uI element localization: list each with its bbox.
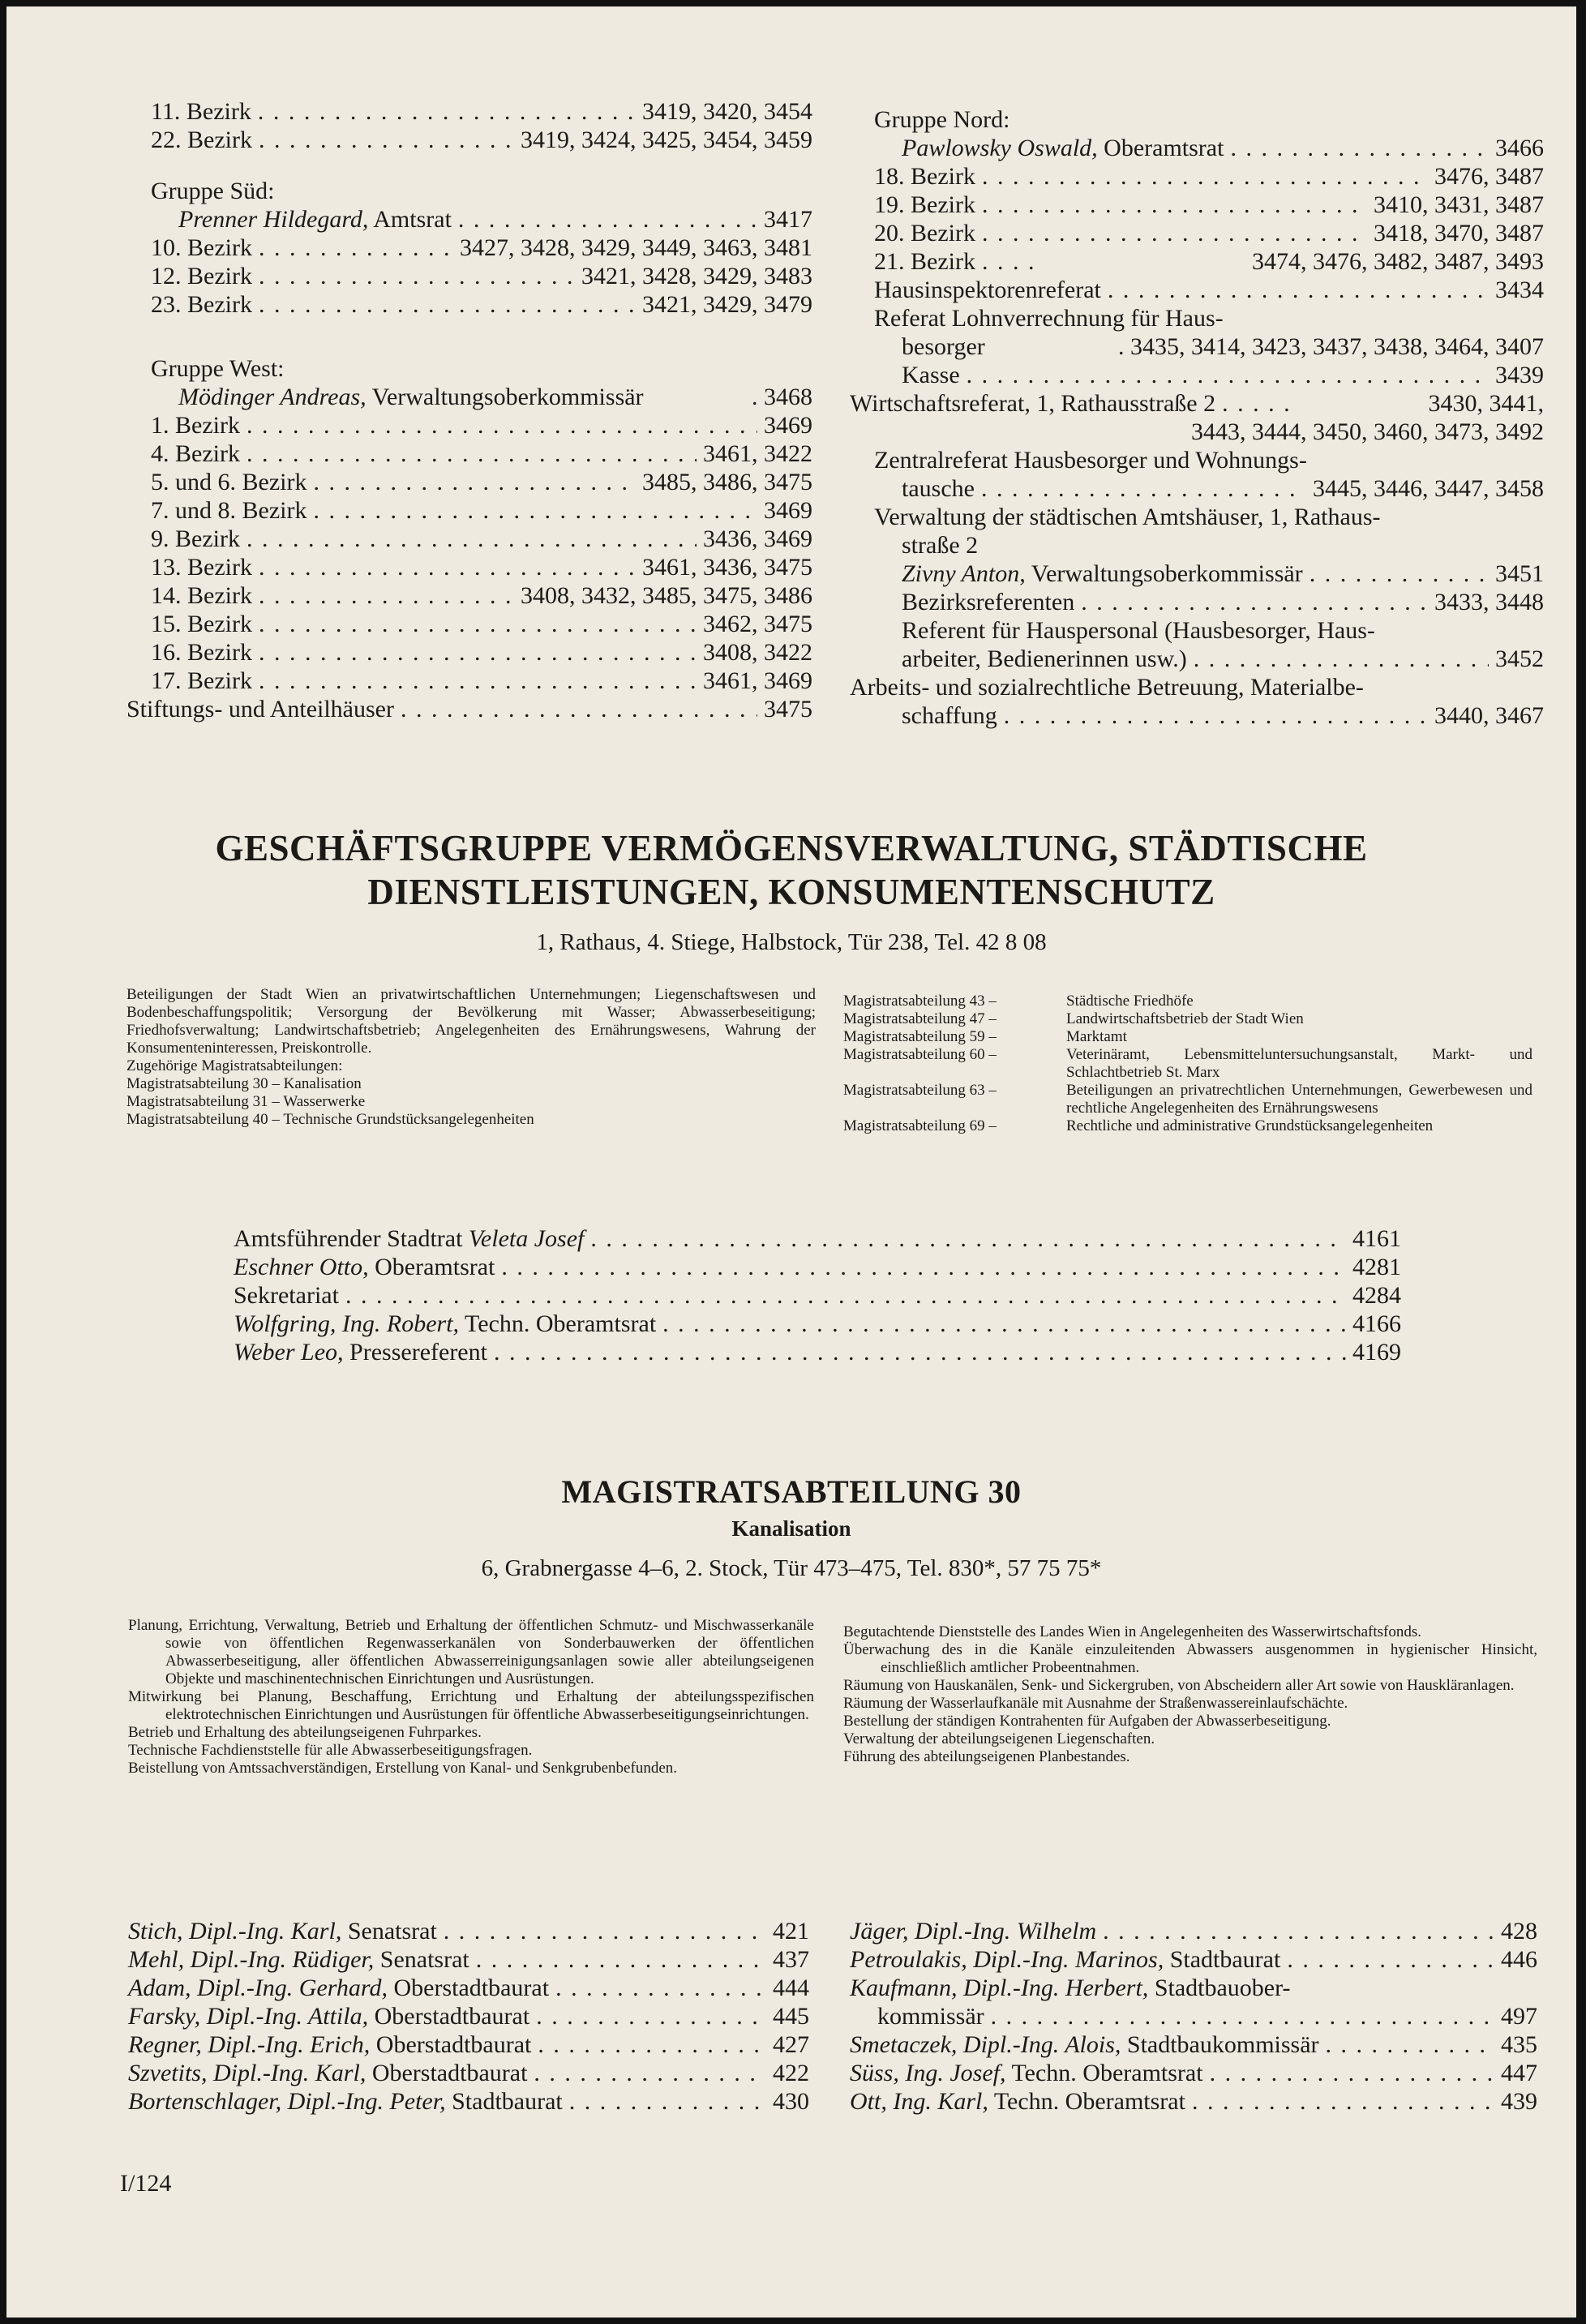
- top-left-column: [126, 97, 812, 723]
- wirtschaftsreferat-line-2: 3443, 3444, 3450, 3460, 3473, 3492: [1191, 418, 1544, 445]
- ma30-address: 6, Grabnergasse 4–6, 2. Stock, Tür 473–475, Tel. 830*, 57 75 75*: [481, 1555, 1102, 1581]
- task-item: Beistellung von Amtssachverständigen, Erstellung von Kanal- und Senkgrubenbefunden.: [128, 1760, 678, 1777]
- group-head-nord: Pawlowsky Oswald, Oberamtsrat . . . 3466: [850, 134, 1544, 162]
- task-item: Betrieb und Erhaltung des abteilungseigenen Fuhrparkes.: [128, 1724, 482, 1741]
- ma-item: Magistratsabteilung 40 – Technische Grundstücksangelegenheiten: [126, 1111, 534, 1128]
- geschaeftsgruppe-address: 1, Rathaus, 4. Stiege, Halbstock, Tür 238, Tel. 42 8 08: [536, 929, 1047, 955]
- bezirk-line: 15. Bezirk . . . 3462, 3475: [126, 610, 812, 638]
- hausinspektoren-line: Hausinspektorenreferat . . . 3434: [850, 276, 1544, 304]
- task-item: Technische Fachdienststelle für alle Abwasserbeseitigungsfragen.: [128, 1742, 533, 1759]
- top-right-column: [850, 105, 1544, 730]
- staff-line: Szvetits, Dipl.-Ing. Karl, Oberstadtbaurat . . . 422: [128, 2059, 809, 2087]
- task-item: Begutachtende Dienststelle des Landes Wien in Angelegenheiten des Wasserwirtschaftsfonds.: [843, 1623, 1422, 1640]
- task-item: Bestellung der ständigen Kontrahenten für Aufgaben der Abwasserbeseitigung.: [843, 1713, 1331, 1730]
- staff-line: Mehl, Dipl.-Ing. Rüdiger, Senatsrat . . . 437: [128, 1945, 809, 1974]
- referent-line: Referent für Hauspersonal (Hausbesorger, Haus-: [902, 617, 1375, 644]
- lohn-line: Referat Lohnverrechnung für Haus-: [874, 305, 1224, 332]
- ma30-title: MAGISTRATSABTEILUNG 30: [561, 1473, 1022, 1510]
- bezirk-line: 11. Bezirk . . . 3419, 3420, 3454: [126, 97, 812, 126]
- staff-line: Bortenschlager, Dipl.-Ing. Peter, Stadtbaurat . . . 430: [128, 2087, 809, 2116]
- ma-item: Magistratsabteilung 31 – Wasserwerke: [126, 1093, 366, 1110]
- bezirk-line: 7. und 8. Bezirk . . . 3469: [126, 496, 812, 525]
- group-head-west: Mödinger Andreas, Verwaltungsoberkommissär . 3468: [178, 384, 812, 410]
- ma-item: Magistratsabteilung 60 – Veterinäramt, Lebensmitteluntersuchungsanstalt, Markt- und Schlachtbetrieb St. Marx: [843, 1046, 1532, 1081]
- group-heading-nord: Gruppe Nord:: [874, 106, 1010, 133]
- bezirk-line: 18. Bezirk . . . 3476, 3487: [850, 162, 1544, 191]
- staff-line: Adam, Dipl.-Ing. Gerhard, Oberstadtbaurat . . . 444: [128, 1974, 809, 2002]
- amtshaeuser-line-2: straße 2: [902, 532, 979, 559]
- geschaeftsgruppe-title-line1: GESCHÄFTSGRUPPE VERMÖGENSVERWALTUNG, STÄDTISCHE: [215, 828, 1368, 868]
- bezirk-line: 16. Bezirk . . . 3408, 3422: [126, 638, 812, 667]
- staff-line: Sekretariat . . . 4284: [234, 1281, 1401, 1310]
- staff-line: Petroulakis, Dipl.-Ing. Marinos, Stadtbaurat . . . 446: [850, 1945, 1537, 1974]
- page: [6, 6, 1576, 2318]
- bezirk-line: 21. Bezirk . . . 3474, 3476, 3482, 3487, 3493: [850, 247, 1544, 276]
- bezirk-line: 1. Bezirk . . . 3469: [126, 411, 812, 440]
- staff-line: Eschner Otto, Oberamtsrat . . . 4281: [234, 1253, 1401, 1281]
- geschaeftsgruppe-staff: [234, 1224, 1401, 1366]
- stiftungshaeuser-line: Stiftungs- und Anteilhäuser . . . 3475: [126, 695, 812, 723]
- group-heading-sued: Gruppe Süd:: [151, 178, 275, 204]
- ma-item: Magistratsabteilung 69 – Rechtliche und administrative Grundstücksangelegenheiten: [843, 1117, 1434, 1134]
- bezirksreferenten-line: Bezirksreferenten . . . 3433, 3448: [850, 588, 1544, 616]
- ma30-tasks-right: [843, 1623, 1537, 1766]
- staff-line: Stich, Dipl.-Ing. Karl, Senatsrat . . . 421: [128, 1917, 809, 1945]
- bezirk-line: 5. und 6. Bezirk . . . 3485, 3486, 3475: [126, 468, 812, 496]
- staff-line: Wolfgring, Ing. Robert, Techn. Oberamtsrat . . . 4166: [234, 1310, 1401, 1338]
- ma30-staff-left: [128, 1917, 809, 2116]
- staff-line: Jäger, Dipl.-Ing. Wilhelm . . . 428: [850, 1917, 1537, 1945]
- ma-item: Magistratsabteilung 63 – Beteiligungen an privatrechtlichen Unternehmungen, Gewerbewesen und rechtliche Angelegenheiten des Ernährungswesens: [843, 1082, 1532, 1117]
- group-head-sued: Prenner Hildegard, Amtsrat . . . 3417: [126, 205, 812, 234]
- ma-item: Magistratsabteilung 43 – Städtische Friedhöfe: [843, 993, 1194, 1010]
- lohn-line-2: besorger . 3435, 3414, 3423, 3437, 3438, 3464, 3407: [902, 333, 1544, 360]
- ma-item: Magistratsabteilung 47 – Landwirtschaftsbetrieb der Stadt Wien: [843, 1010, 1304, 1027]
- geschaeftsgruppe-description-left: Beteiligungen der Stadt Wien an privatwirtschaftlichen Unternehmungen; Liegenschaftswesen und Bodenbeschaffungspolitik; Versorgung der Bevölkerung mit Wasser; Abwasserbeseitigung; Friedhofsverwaltung; Landwirtschaftsbetrieb; Angelegenheiten des Ernährungswesens, Wahrung der Konsumenteninteressen, Preiskontrolle. Zugehörige Magistratsabteilungen: Magistratsabteilung 30 – Kanalisation Magistratsabteilung 31 – Wasserwerke Magistratsabteilung 40 – Technische Grundstücksangelegenheiten: [126, 986, 816, 1128]
- ma-item: Magistratsabteilung 59 – Marktamt: [843, 1028, 1127, 1045]
- amtshaeuser-line: Verwaltung der städtischen Amtshäuser, 1, Rathaus-: [874, 504, 1381, 530]
- wirtschaftsreferat-line: Wirtschaftsreferat, 1, Rathausstraße 2 . . . 3430, 3441,: [850, 389, 1544, 418]
- ma30-tasks-left: [128, 1617, 814, 1777]
- task-item: Räumung von Hauskanälen, Senk- und Sickergruben, von Abscheidern aller Art sowie von Hauskläranlagen.: [843, 1677, 1515, 1694]
- zentralreferat-line-2: tausche . . . 3445, 3446, 3447, 3458: [850, 474, 1544, 503]
- task-item: Überwachung des in die Kanäle einzuleitenden Abwassers ausgenommen in hygienischer Hinsicht, einschließlich amtlicher Probeentnahmen.: [843, 1641, 1537, 1676]
- staff-line: Amtsführender Stadtrat Veleta Josef . . . 4161: [234, 1224, 1401, 1253]
- ma30-staff-right: [850, 1917, 1537, 2116]
- referent-line-2: arbeiter, Bedienerinnen usw.) . . . 3452: [850, 645, 1544, 673]
- zivny-line: Zivny Anton, Verwaltungsoberkommissär . . . 3451: [850, 560, 1544, 588]
- bezirk-line: 10. Bezirk . . . 3427, 3428, 3429, 3449, 3463, 3481: [126, 234, 812, 262]
- task-item: Planung, Errichtung, Verwaltung, Betrieb und Erhaltung der öffentlichen Schmutz- und Mischwasserkanäle sowie von öffentlichen Regenwasserkanälen von Sonderbauwerken der öffentlichen Abwasserbeseitigung, aller öffentlichen Abwasserreinigungsanlagen sowie aller abteilungseigenen Objekte und maschinentechnischen Einrichtungen und Ausrüstungen.: [128, 1617, 814, 1687]
- bezirk-line: 13. Bezirk . . . 3461, 3436, 3475: [126, 553, 812, 581]
- kasse-line: Kasse . . . 3439: [850, 361, 1544, 389]
- bezirk-line: 22. Bezirk . . . 3419, 3424, 3425, 3454, 3459: [126, 126, 812, 154]
- ma-item: Magistratsabteilung 30 – Kanalisation: [126, 1075, 362, 1092]
- bezirk-line: 19. Bezirk . . . 3410, 3431, 3487: [850, 191, 1544, 219]
- geschaeftsgruppe-title-line2: DIENSTLEISTUNGEN, KONSUMENTENSCHUTZ: [367, 872, 1215, 912]
- zentralreferat-line: Zentralreferat Hausbesorger und Wohnungs-: [874, 447, 1307, 474]
- arbeitsrecht-line-2: schaffung . . . 3440, 3467: [850, 701, 1544, 730]
- bezirk-line: 9. Bezirk . . . 3436, 3469: [126, 525, 812, 553]
- bezirk-line: 12. Bezirk . . . 3421, 3428, 3429, 3483: [126, 262, 812, 290]
- bezirk-line: 20. Bezirk . . . 3418, 3470, 3487: [850, 219, 1544, 247]
- staff-line: Weber Leo, Pressereferent . . . 4169: [234, 1338, 1401, 1366]
- page-number: I/124: [120, 2170, 172, 2197]
- staff-line: Süss, Ing. Josef, Techn. Oberamtsrat . . . 447: [850, 2059, 1537, 2087]
- arbeitsrecht-line: Arbeits- und sozialrechtliche Betreuung, Materialbe-: [850, 674, 1364, 701]
- group-heading-west: Gruppe West:: [151, 355, 285, 382]
- bezirk-line: 14. Bezirk . . . 3408, 3432, 3485, 3475, 3486: [126, 581, 812, 610]
- staff-line: Kaufmann, Dipl.-Ing. Herbert, Stadtbauober-: [850, 1975, 1291, 2001]
- staff-line: Ott, Ing. Karl, Techn. Oberamtsrat . . . 439: [850, 2087, 1537, 2116]
- task-item: Mitwirkung bei Planung, Beschaffung, Errichtung und Erhaltung der abteilungsspezifischen elektrotechnischen Einrichtungen und Ausrüstungen für öffentliche Abwasserbeseitigungseinrichtungen.: [128, 1688, 814, 1723]
- bezirk-line: 23. Bezirk . . . 3421, 3429, 3479: [126, 290, 812, 319]
- staff-line: Regner, Dipl.-Ing. Erich, Oberstadtbaurat . . . 427: [128, 2030, 809, 2059]
- task-item: Verwaltung der abteilungseigenen Liegenschaften.: [843, 1730, 1155, 1747]
- geschaeftsgruppe-ma-list-right: [843, 993, 1532, 1135]
- task-item: Räumung der Wasserlaufkanäle mit Ausnahme der Straßenwassereinlaufschächte.: [843, 1695, 1348, 1712]
- ma30-subtitle: Kanalisation: [731, 1516, 851, 1541]
- bezirk-line: 4. Bezirk . . . 3461, 3422: [126, 440, 812, 468]
- staff-line: Smetaczek, Dipl.-Ing. Alois, Stadtbaukommissär . . . 435: [850, 2030, 1537, 2059]
- task-item: Führung des abteilungseigenen Planbestandes.: [843, 1748, 1130, 1765]
- bezirk-line: 17. Bezirk . . . 3461, 3469: [126, 667, 812, 695]
- staff-line-2: kommissär . . . 497: [850, 2002, 1537, 2030]
- staff-line: Farsky, Dipl.-Ing. Attila, Oberstadtbaurat . . . 445: [128, 2002, 809, 2030]
